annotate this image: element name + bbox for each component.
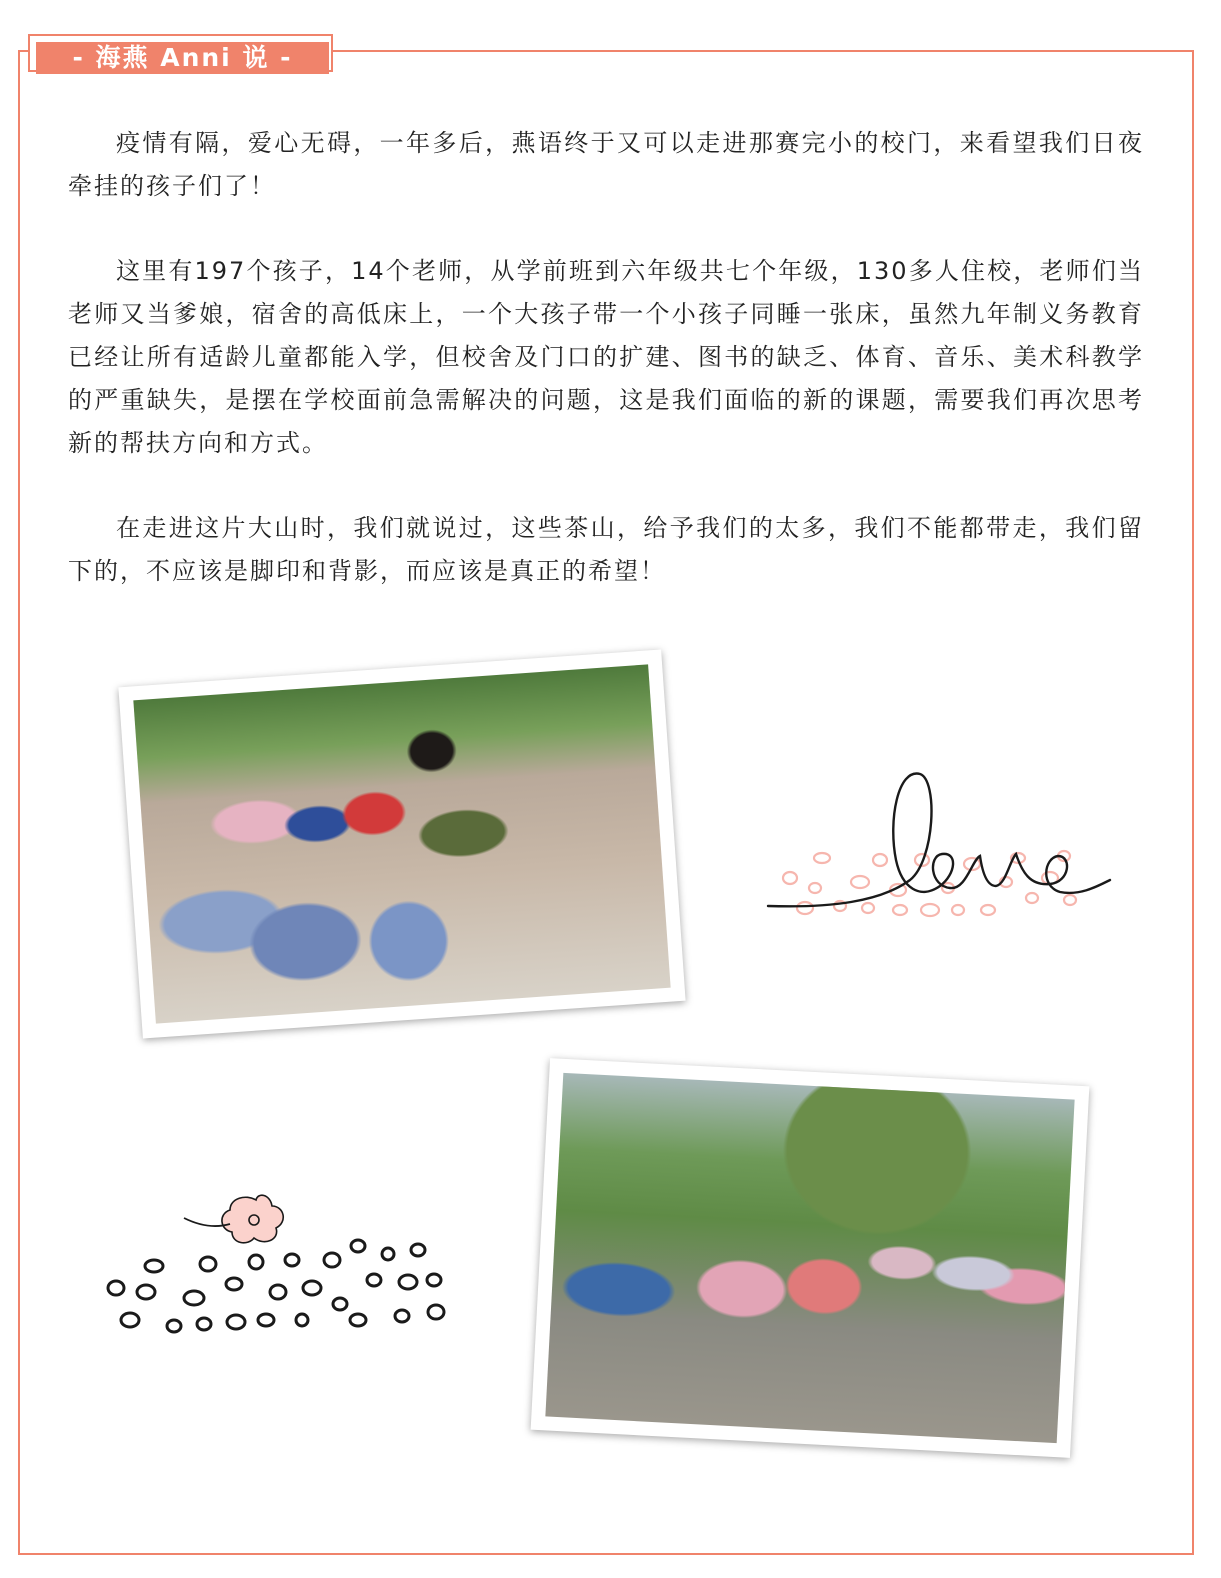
paragraph-3: 在走进这片大山时，我们就说过，这些茶山，给予我们的太多，我们不能都带走，我们留下的，不应该是脚印和背影，而应该是真正的希望！ [68,514,1144,585]
header-tag: - 海燕 Anni 说 - [36,42,329,74]
paragraph-2: 这里有197个孩子，14个老师，从学前班到六年级共七个年级，130多人住校，老师们当老师又当爹娘，宿舍的高低床上，一个大孩子带一个小孩子同睡一张床，虽然九年制义务教育已经让所有适龄儿童都能入学，但校舍及门口的扩建、图书的缺乏、体育、音乐、美术科教学的严重缺失，是摆在学校面前急需解决的问题，这是我们面临的新的课题，需要我们再次思考新的帮扶方向和方式。 [68,257,1144,457]
photo-children-with-bags [118,649,685,1038]
love-doodle-icon [760,760,1120,930]
photo-image [133,664,670,1023]
paragraph-1: 疫情有隔，爱心无碍，一年多后，燕语终于又可以走进那赛完小的校门，来看望我们日夜牵挂的孩子们了！ [68,129,1144,200]
photo-children-walking [531,1058,1090,1458]
photo-image [545,1073,1074,1443]
flower-dots-doodle-icon [96,1180,466,1350]
article-body [68,122,1144,635]
